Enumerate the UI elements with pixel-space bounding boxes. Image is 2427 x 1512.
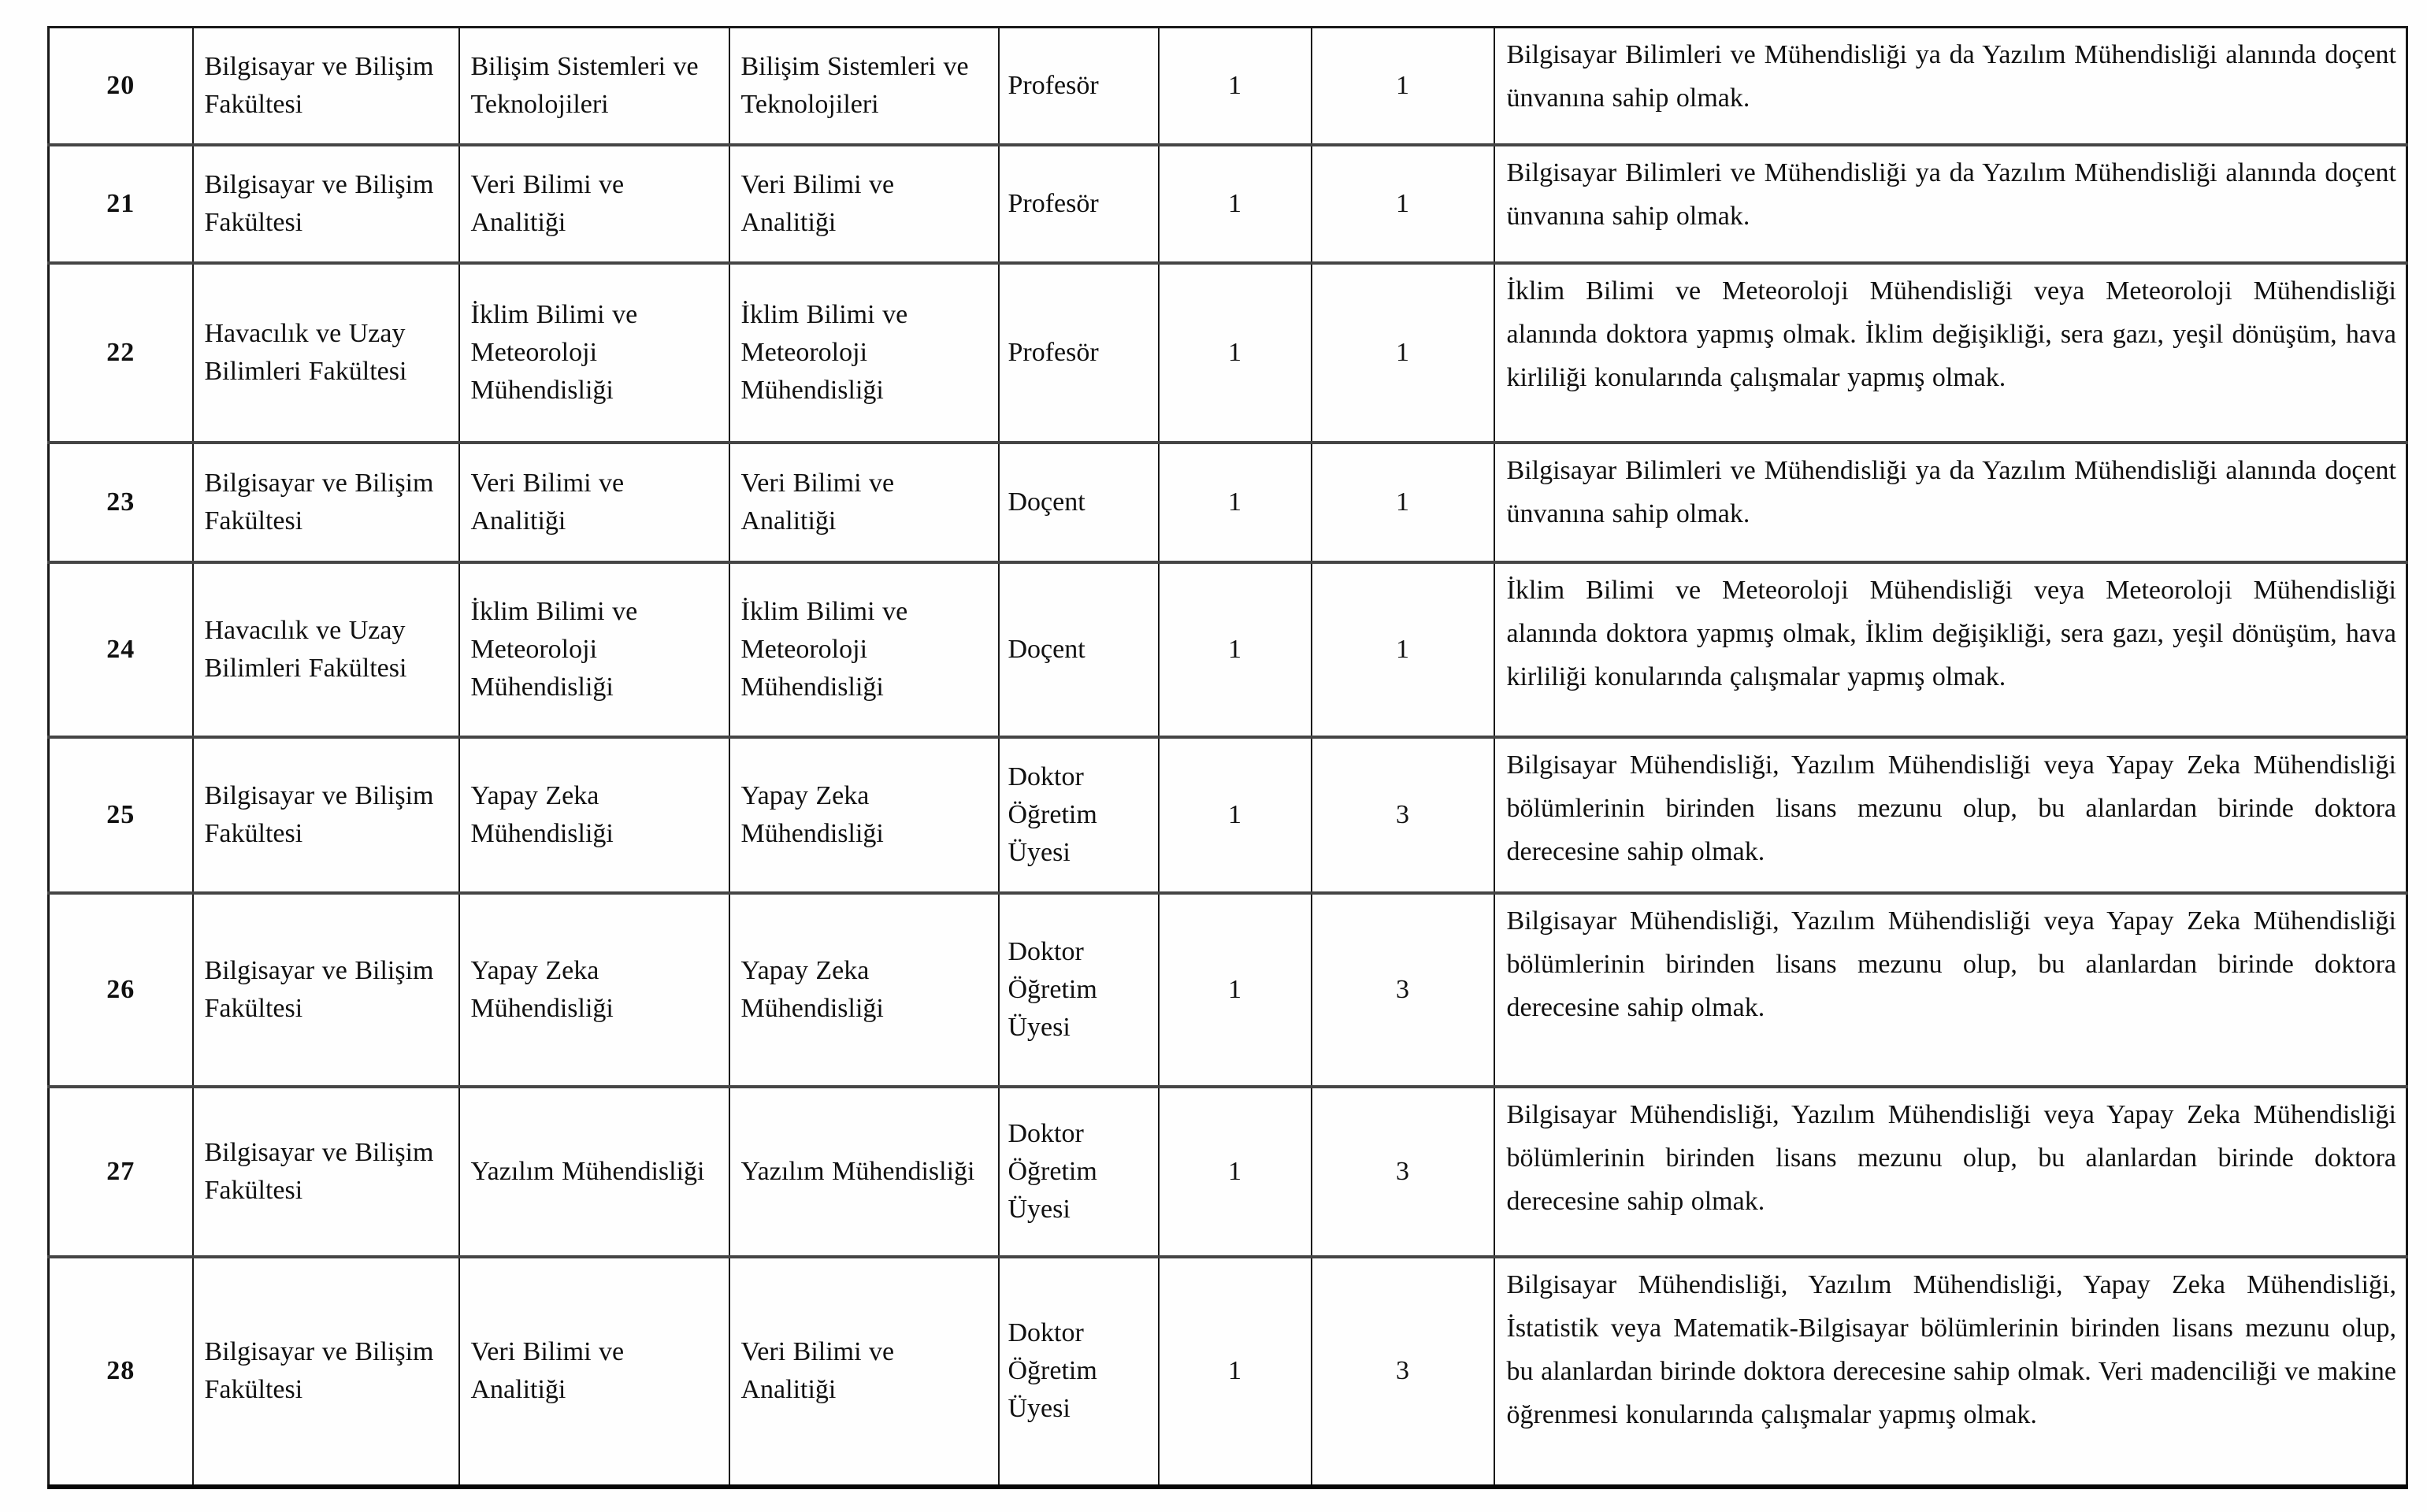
cell-program: Veri Bilimi ve Analitiği — [729, 443, 999, 562]
cell-faculty: Bilgisayar ve Bilişim Fakültesi — [193, 737, 459, 893]
cell-department: İklim Bilimi ve Meteoroloji Mühendisliği — [459, 562, 729, 737]
cell-title: Profesör — [999, 28, 1159, 145]
cell-department: Bilişim Sistemleri ve Teknolojileri — [459, 28, 729, 145]
cell-count_b: 3 — [1312, 1257, 1494, 1487]
cell-faculty: Bilgisayar ve Bilişim Fakültesi — [193, 1087, 459, 1257]
cell-count_a: 1 — [1159, 28, 1312, 145]
cell-no: 20 — [49, 28, 193, 145]
cell-requirement: İklim Bilimi ve Meteoroloji Mühendisliği veya Meteoroloji Mühendisliği alanında doktora yapmış olmak, İklim değişikliği, sera gazı, yeşil dönüşüm, hava kirliliği konularında çalışmalar yapmış olmak. — [1494, 562, 2407, 737]
cell-count_a: 1 — [1159, 737, 1312, 893]
cell-faculty: Bilgisayar ve Bilişim Fakültesi — [193, 145, 459, 263]
cell-no: 22 — [49, 263, 193, 443]
cell-count_a: 1 — [1159, 443, 1312, 562]
cell-title: Doçent — [999, 443, 1159, 562]
table-row — [49, 443, 2407, 562]
cell-program: Yazılım Mühendisliği — [729, 1087, 999, 1257]
cell-department: Veri Bilimi ve Analitiği — [459, 443, 729, 562]
cell-department: Veri Bilimi ve Analitiği — [459, 145, 729, 263]
cell-no: 24 — [49, 562, 193, 737]
cell-program: Veri Bilimi ve Analitiği — [729, 1257, 999, 1487]
cell-department: Veri Bilimi ve Analitiği — [459, 1257, 729, 1487]
cell-count_b: 3 — [1312, 1087, 1494, 1257]
cell-title: Profesör — [999, 263, 1159, 443]
cell-faculty: Havacılık ve Uzay Bilimleri Fakültesi — [193, 263, 459, 443]
cell-count_b: 3 — [1312, 737, 1494, 893]
cell-title: Doktor Öğretim Üyesi — [999, 1257, 1159, 1487]
table-row — [49, 1087, 2407, 1257]
table-row — [49, 893, 2407, 1087]
cell-department: Yapay Zeka Mühendisliği — [459, 893, 729, 1087]
cell-faculty: Bilgisayar ve Bilişim Fakültesi — [193, 28, 459, 145]
cell-count_b: 1 — [1312, 562, 1494, 737]
cell-requirement: Bilgisayar Mühendisliği, Yazılım Mühendisliği veya Yapay Zeka Mühendisliği bölümlerinin birinden lisans mezunu olup, bu alanlardan birinde doktora derecesine sahip olmak. — [1494, 893, 2407, 1087]
cell-no: 21 — [49, 145, 193, 263]
vacancy-table-body — [49, 28, 2407, 1487]
cell-program: İklim Bilimi ve Meteoroloji Mühendisliği — [729, 562, 999, 737]
cell-count_a: 1 — [1159, 1257, 1312, 1487]
cell-title: Doktor Öğretim Üyesi — [999, 737, 1159, 893]
cell-no: 27 — [49, 1087, 193, 1257]
table-row — [49, 1257, 2407, 1487]
cell-title: Doçent — [999, 562, 1159, 737]
table-row — [49, 145, 2407, 263]
cell-requirement: Bilgisayar Mühendisliği, Yazılım Mühendisliği veya Yapay Zeka Mühendisliği bölümlerinin birinden lisans mezunu olup, bu alanlardan birinde doktora derecesine sahip olmak. — [1494, 737, 2407, 893]
table-row — [49, 737, 2407, 893]
cell-requirement: Bilgisayar Bilimleri ve Mühendisliği ya da Yazılım Mühendisliği alanında doçent ünvanına sahip olmak. — [1494, 145, 2407, 263]
cell-count_a: 1 — [1159, 145, 1312, 263]
cell-requirement: Bilgisayar Bilimleri ve Mühendisliği ya da Yazılım Mühendisliği alanında doçent ünvanına sahip olmak. — [1494, 443, 2407, 562]
cell-count_b: 1 — [1312, 263, 1494, 443]
cell-title: Profesör — [999, 145, 1159, 263]
cell-count_b: 1 — [1312, 443, 1494, 562]
cell-count_b: 1 — [1312, 145, 1494, 263]
cell-no: 25 — [49, 737, 193, 893]
cell-department: Yapay Zeka Mühendisliği — [459, 737, 729, 893]
table-row — [49, 263, 2407, 443]
cell-count_a: 1 — [1159, 893, 1312, 1087]
vacancy-table — [47, 26, 2408, 1489]
cell-faculty: Bilgisayar ve Bilişim Fakültesi — [193, 443, 459, 562]
cell-requirement: Bilgisayar Mühendisliği, Yazılım Mühendisliği, Yapay Zeka Mühendisliği, İstatistik veya Matematik-Bilgisayar bölümlerinin birinden lisans mezunu olup, bu alanlardan birinde doktora derecesine sahip olmak. Veri madenciliği ve makine öğrenmesi konularında çalışmalar yapmış olmak. — [1494, 1257, 2407, 1487]
cell-requirement: Bilgisayar Bilimleri ve Mühendisliği ya da Yazılım Mühendisliği alanında doçent ünvanına sahip olmak. — [1494, 28, 2407, 145]
table-row — [49, 562, 2407, 737]
cell-no: 23 — [49, 443, 193, 562]
cell-department: İklim Bilimi ve Meteoroloji Mühendisliği — [459, 263, 729, 443]
table-row — [49, 28, 2407, 145]
cell-no: 26 — [49, 893, 193, 1087]
cell-program: Yapay Zeka Mühendisliği — [729, 893, 999, 1087]
cell-program: Veri Bilimi ve Analitiği — [729, 145, 999, 263]
cell-count_a: 1 — [1159, 263, 1312, 443]
cell-program: Bilişim Sistemleri ve Teknolojileri — [729, 28, 999, 145]
cell-count_a: 1 — [1159, 562, 1312, 737]
cell-program: Yapay Zeka Mühendisliği — [729, 737, 999, 893]
cell-count_b: 3 — [1312, 893, 1494, 1087]
cell-count_a: 1 — [1159, 1087, 1312, 1257]
cell-requirement: İklim Bilimi ve Meteoroloji Mühendisliği veya Meteoroloji Mühendisliği alanında doktora yapmış olmak. İklim değişikliği, sera gazı, yeşil dönüşüm, hava kirliliği konularında çalışmalar yapmış olmak. — [1494, 263, 2407, 443]
cell-count_b: 1 — [1312, 28, 1494, 145]
cell-department: Yazılım Mühendisliği — [459, 1087, 729, 1257]
cell-program: İklim Bilimi ve Meteoroloji Mühendisliği — [729, 263, 999, 443]
cell-requirement: Bilgisayar Mühendisliği, Yazılım Mühendisliği veya Yapay Zeka Mühendisliği bölümlerinin birinden lisans mezunu olup, bu alanlardan birinde doktora derecesine sahip olmak. — [1494, 1087, 2407, 1257]
cell-faculty: Bilgisayar ve Bilişim Fakültesi — [193, 893, 459, 1087]
cell-title: Doktor Öğretim Üyesi — [999, 1087, 1159, 1257]
cell-title: Doktor Öğretim Üyesi — [999, 893, 1159, 1087]
cell-faculty: Havacılık ve Uzay Bilimleri Fakültesi — [193, 562, 459, 737]
cell-no: 28 — [49, 1257, 193, 1487]
cell-faculty: Bilgisayar ve Bilişim Fakültesi — [193, 1257, 459, 1487]
